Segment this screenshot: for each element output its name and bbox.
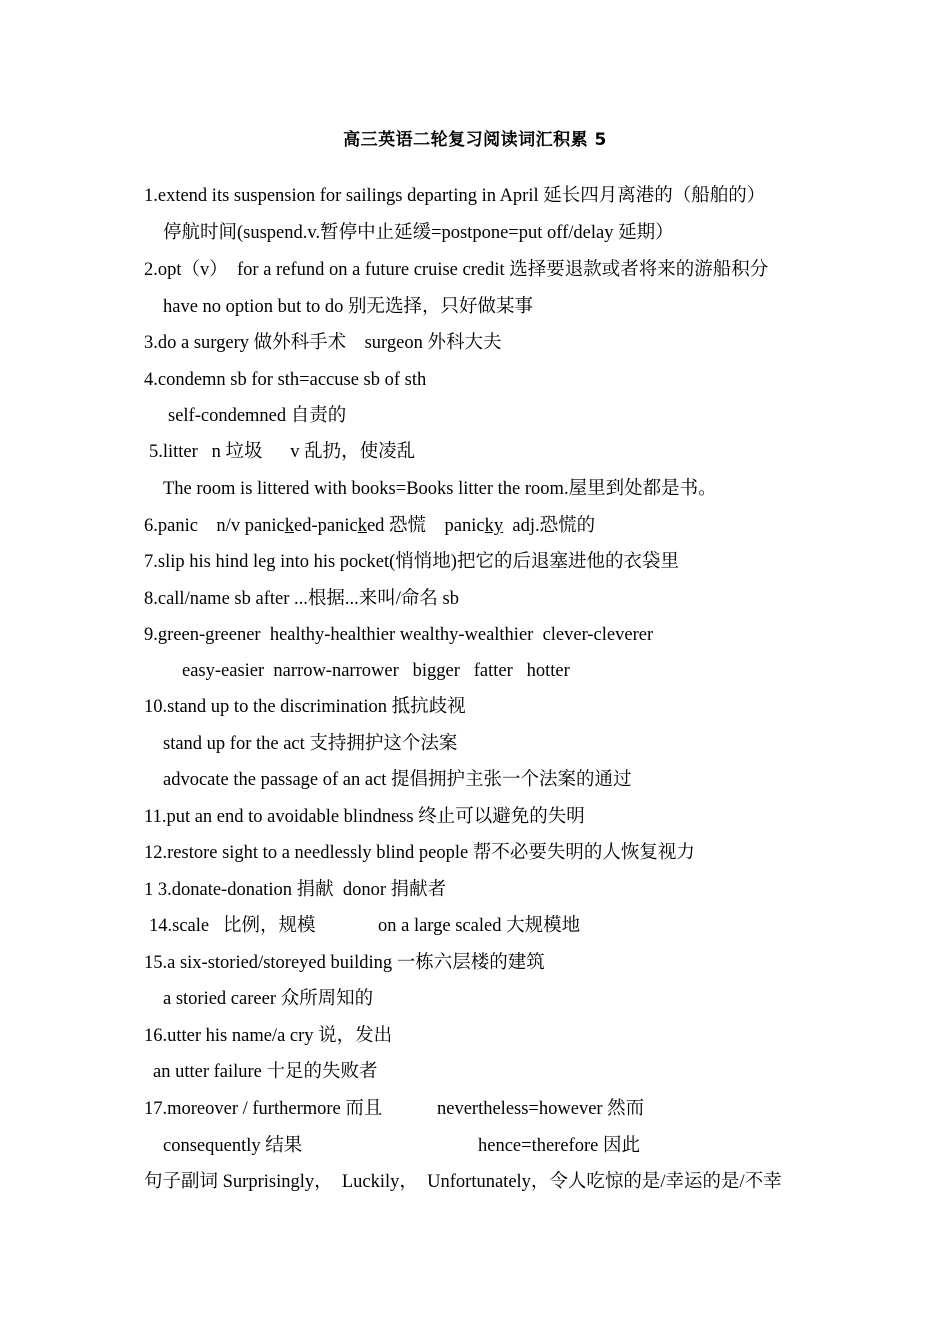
entry-line-9-cont: easy-easier narrow-narrower bigger fatter hotter bbox=[182, 661, 570, 681]
entry-line-5-cont: The room is littered with books=Books litter the room.屋里到处都是书。 bbox=[163, 479, 717, 499]
underlined-k-2: k bbox=[357, 516, 367, 536]
entry-line-11: 11.put an end to avoidable blindness 终止可以避免的失明 bbox=[144, 807, 585, 827]
entry-6-part-d: adj.恐慌的 bbox=[503, 516, 596, 536]
entry-line-4-cont: self-condemned 自责的 bbox=[168, 406, 347, 426]
entry-line-8: 8.call/name sb after ...根据...来叫/命名 sb bbox=[144, 589, 459, 609]
entry-6-part-c: ed 恐慌 panic bbox=[366, 516, 485, 536]
entry-line-1-cont: 停航时间(suspend.v.暂停中止延缓=postpone=put off/delay 延期） bbox=[163, 223, 674, 243]
entry-line-14-right: on a large scaled 大规模地 bbox=[378, 916, 581, 936]
entry-line-sentence-adverbs: 句子副词 Surprisingly， Luckily， Unfortunately，令人吃惊的是/幸运的是/不幸 bbox=[144, 1172, 782, 1192]
entry-line-10-cont-a: stand up for the act 支持拥护这个法案 bbox=[163, 734, 458, 754]
entry-6-part-b: ed-panic bbox=[294, 516, 358, 536]
entry-line-2: 2.opt（v） for a refund on a future cruise credit 选择要退款或者将来的游船积分 bbox=[144, 260, 769, 280]
entry-line-1: 1.extend its suspension for sailings departing in April 延长四月离港的（船舶的） bbox=[144, 186, 766, 206]
entry-line-15: 15.a six-storied/storeyed building 一栋六层楼的建筑 bbox=[144, 953, 545, 973]
entry-line-17-right: nevertheless=however 然而 bbox=[437, 1099, 645, 1119]
entry-line-12: 12.restore sight to a needlessly blind people 帮不必要失明的人恢复视力 bbox=[144, 843, 695, 863]
entry-line-6 bbox=[144, 514, 595, 538]
entry-6-part-a: 6.panic n/v panic bbox=[144, 516, 285, 536]
entry-line-15-cont: a storied career 众所周知的 bbox=[163, 989, 374, 1009]
entry-line-16: 16.utter his name/a cry 说，发出 bbox=[144, 1026, 393, 1046]
entry-line-17-cont: consequently 结果 bbox=[163, 1136, 303, 1156]
entry-line-10: 10.stand up to the discrimination 抵抗歧视 bbox=[144, 697, 466, 717]
entry-line-17-cont-right: hence=therefore 因此 bbox=[478, 1136, 640, 1156]
entry-line-2-cont: have no option but to do 别无选择，只好做某事 bbox=[163, 297, 533, 317]
underlined-k-1: k bbox=[284, 516, 295, 536]
entry-line-14: 14.scale 比例，规模 bbox=[149, 916, 316, 936]
document-title: 高三英语二轮复习阅读词汇积累 5 bbox=[343, 130, 607, 150]
entry-line-5: 5.litter n 垃圾 v 乱扔，使凌乱 bbox=[149, 442, 416, 462]
entry-line-4: 4.condemn sb for sth=accuse sb of sth bbox=[144, 370, 427, 390]
underlined-ky: ky bbox=[484, 516, 504, 536]
entry-line-9: 9.green-greener healthy-healthier wealthy-wealthier clever-cleverer bbox=[144, 625, 654, 645]
entry-line-17: 17.moreover / furthermore 而且 bbox=[144, 1099, 383, 1119]
entry-line-13: 1 3.donate-donation 捐献 donor 捐献者 bbox=[144, 880, 447, 900]
entry-line-10-cont-b: advocate the passage of an act 提倡拥护主张一个法案的通过 bbox=[163, 770, 632, 790]
entry-line-3: 3.do a surgery 做外科手术 surgeon 外科大夫 bbox=[144, 333, 502, 353]
entry-line-16-cont: an utter failure 十足的失败者 bbox=[153, 1062, 378, 1082]
entry-line-7: 7.slip his hind leg into his pocket(悄悄地)把它的后退塞进他的衣袋里 bbox=[144, 552, 679, 572]
